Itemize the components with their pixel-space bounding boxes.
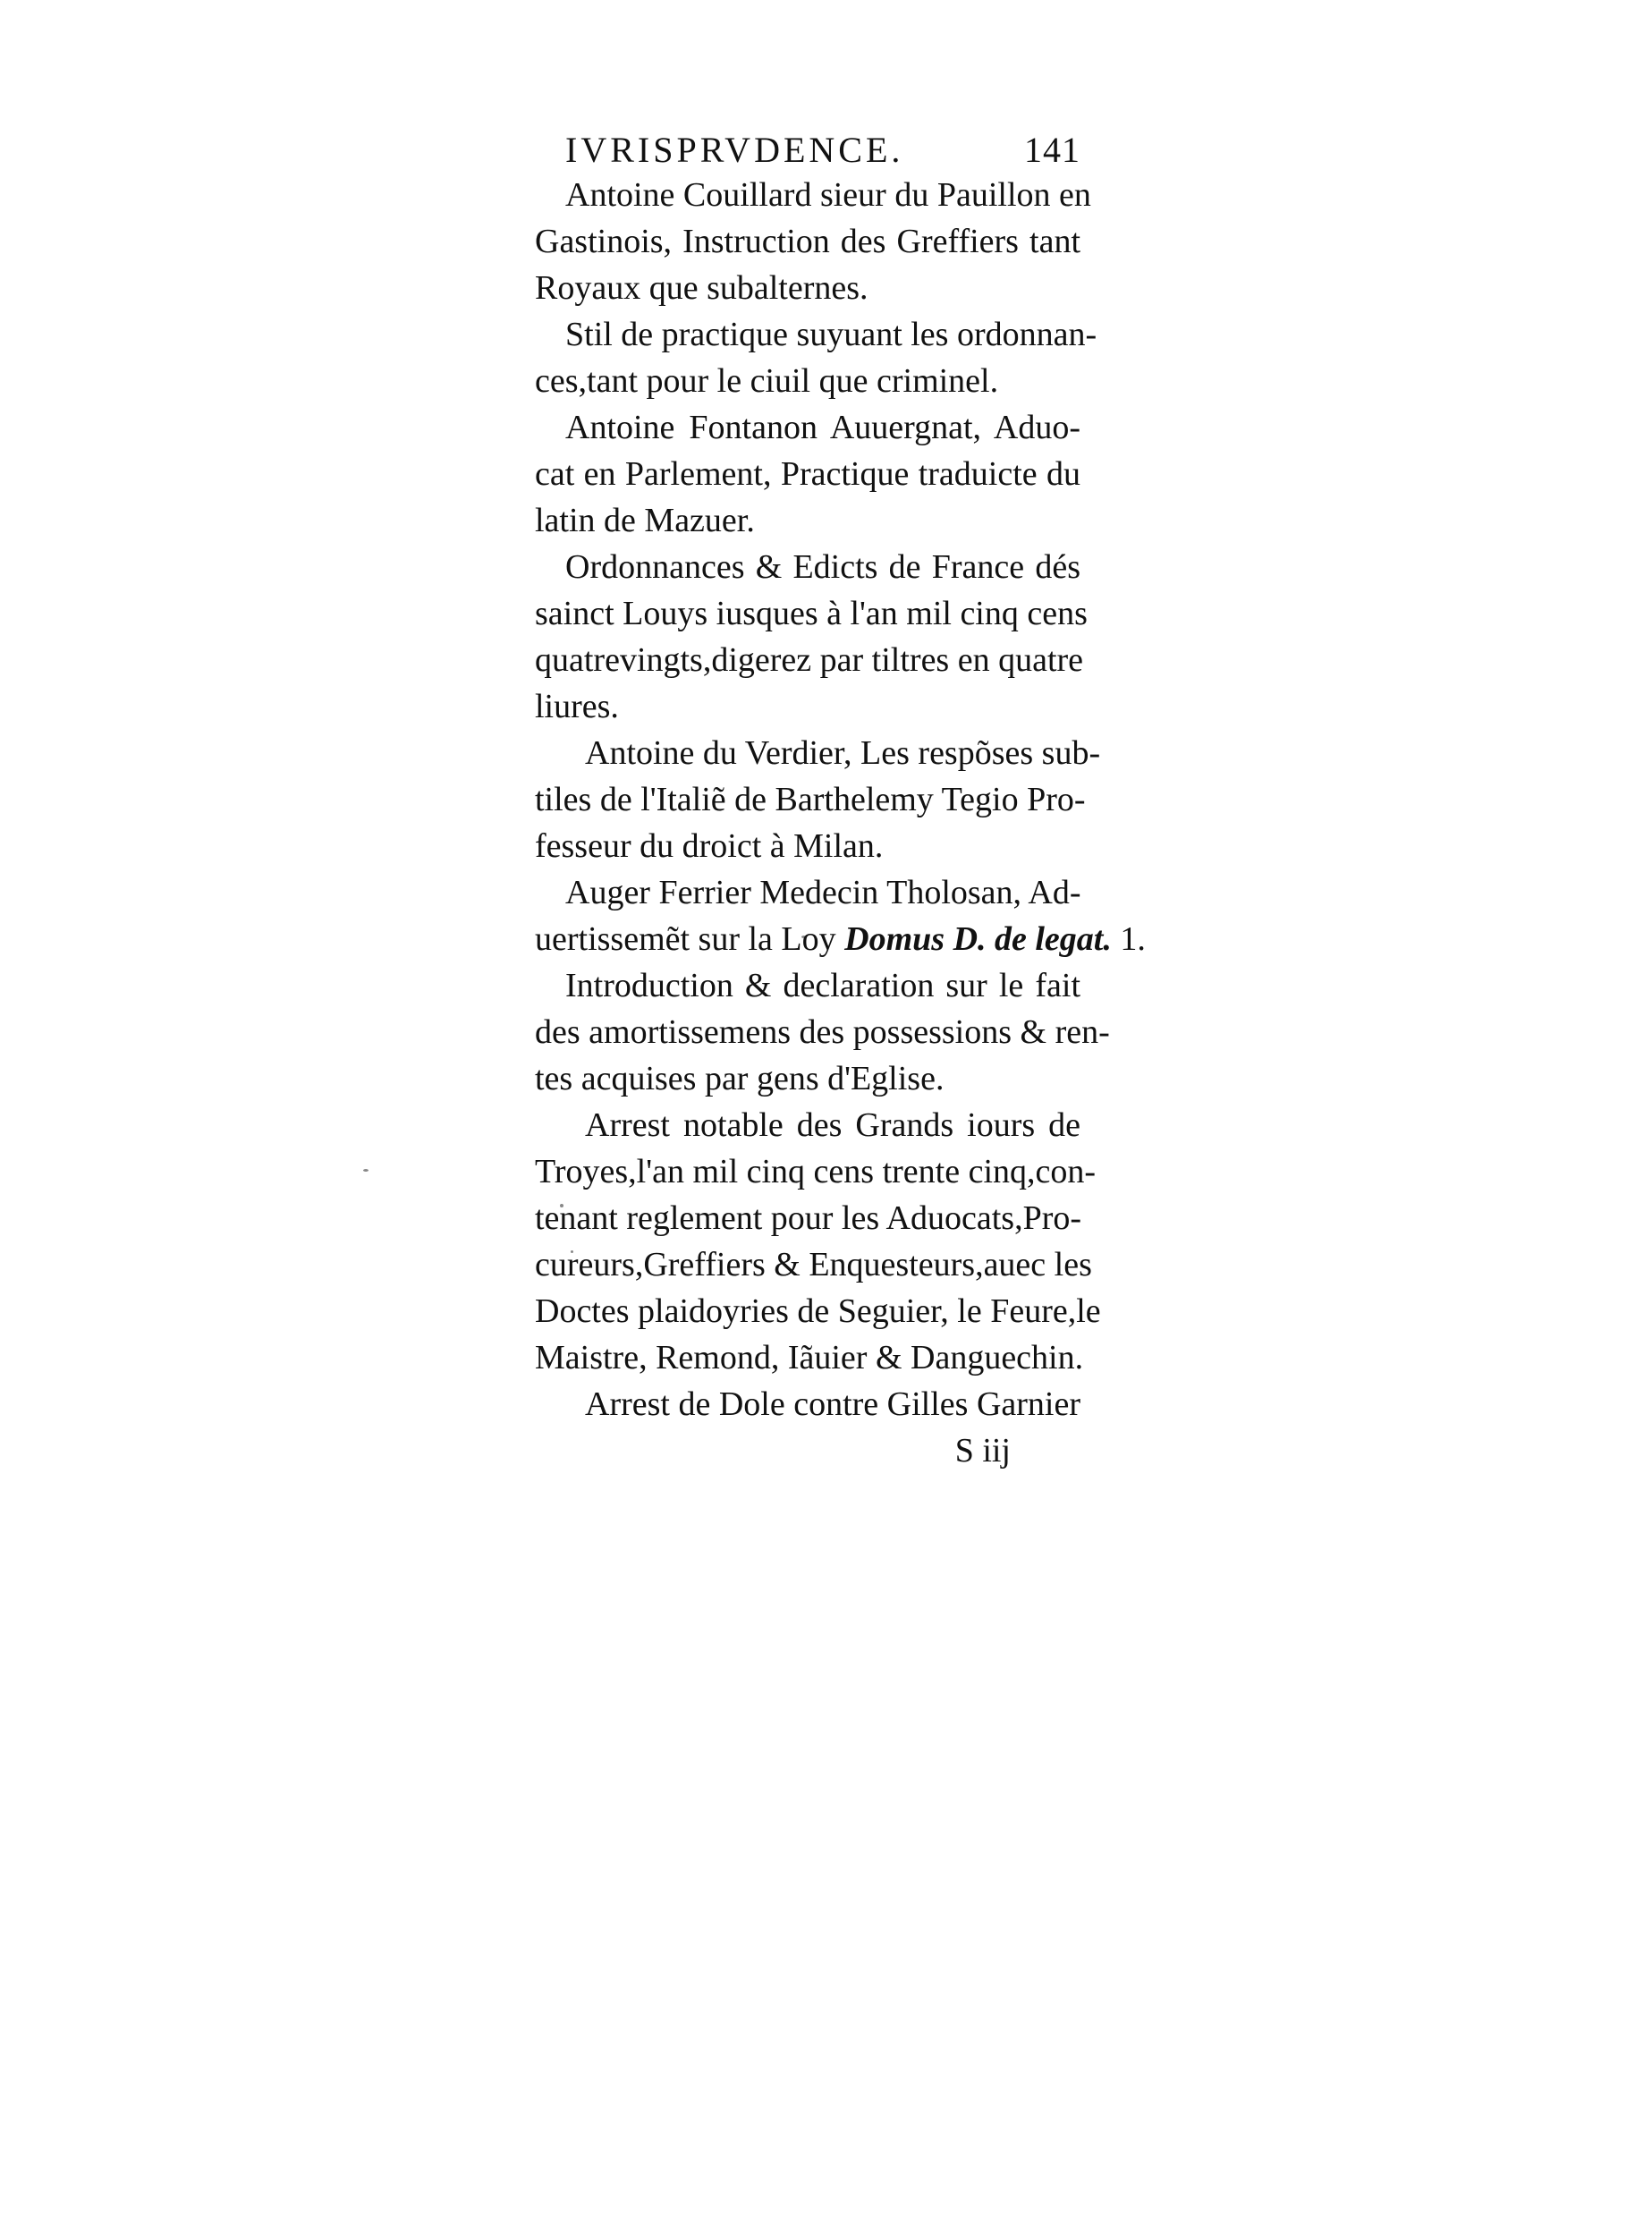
scan-speck bbox=[363, 1169, 369, 1172]
text-line: cat en Parlement, Practique traduicte du bbox=[535, 455, 1080, 493]
text-run: 1. bbox=[1111, 920, 1146, 958]
bibliography-entry bbox=[535, 404, 1080, 544]
text-line: latin de Mazuer. bbox=[535, 502, 755, 539]
text-line: Troyes,l'an mil cinq cens trente cinq,con- bbox=[535, 1153, 1097, 1190]
text-line: tiles de l'Italiẽ de Barthelemy Tegio Pro- bbox=[535, 781, 1086, 818]
text-line: liures. bbox=[535, 688, 619, 725]
text-line bbox=[535, 916, 1146, 962]
bibliography-entry bbox=[535, 1381, 1080, 1427]
text-line: Arrest de Dole contre Gilles Garnier bbox=[585, 1385, 1080, 1423]
running-head-title: IVRISPRVDENCE. bbox=[565, 130, 904, 170]
text-line: Antoine du Verdier, Les respõses sub- bbox=[585, 734, 1101, 772]
text-line: sainct Louys iusques à l'an mil cinq cens bbox=[535, 595, 1088, 632]
text-line: quatrevingts,digerez par tiltres en quatre bbox=[535, 641, 1084, 679]
text-line: Stil de practique suyuant les ordonnan- bbox=[565, 316, 1097, 353]
text-line: ces,tant pour le ciuil que criminel. bbox=[535, 362, 999, 400]
bibliography-entry bbox=[535, 962, 1110, 1102]
text-line: Ordonnances & Edicts de France dés bbox=[565, 548, 1080, 586]
text-line: Gastinois, Instruction des Greffiers tant bbox=[535, 223, 1080, 260]
page-number: 141 bbox=[1024, 130, 1080, 170]
text-line: Introduction & declaration sur le fait bbox=[565, 967, 1080, 1004]
text-line: Antoine Couillard sieur du Pauillon en bbox=[565, 176, 1091, 214]
bibliography-entry bbox=[535, 544, 1088, 730]
text-line: Auger Ferrier Medecin Tholosan, Ad- bbox=[565, 874, 1081, 911]
text-line: fesseur du droict à Milan. bbox=[535, 827, 884, 865]
bibliography-entry bbox=[535, 1102, 1101, 1381]
entry-list bbox=[535, 172, 1146, 1427]
bibliography-entry bbox=[535, 172, 1091, 311]
text-line: Maistre, Remond, Iãuier & Danguechin. bbox=[535, 1339, 1084, 1376]
signature-mark: S iij bbox=[954, 1432, 1011, 1469]
text-line: cureurs,Greffiers & Enquesteurs,auec les bbox=[535, 1246, 1092, 1283]
italic-citation: Domus D. de legat. bbox=[844, 920, 1112, 958]
text-line: Antoine Fontanon Auuergnat, Aduo- bbox=[565, 409, 1080, 446]
bibliography-entry bbox=[535, 869, 1146, 962]
text-run: uertissemẽt sur la Loy bbox=[535, 920, 845, 958]
text-line: Royaux que subalternes. bbox=[535, 269, 868, 307]
text-line: Doctes plaidoyries de Seguier, le Feure,le bbox=[535, 1292, 1101, 1330]
bibliography-entry bbox=[535, 730, 1101, 869]
text-line: des amortissemens des possessions & ren- bbox=[535, 1013, 1110, 1051]
text-line: Arrest notable des Grands iours de bbox=[585, 1106, 1080, 1144]
bibliography-entry bbox=[535, 311, 1097, 404]
page-text bbox=[535, 127, 1146, 1474]
text-line: tenant reglement pour les Aduocats,Pro- bbox=[535, 1199, 1082, 1237]
text-line: tes acquises par gens d'Eglise. bbox=[535, 1060, 945, 1097]
running-head bbox=[535, 127, 1080, 174]
